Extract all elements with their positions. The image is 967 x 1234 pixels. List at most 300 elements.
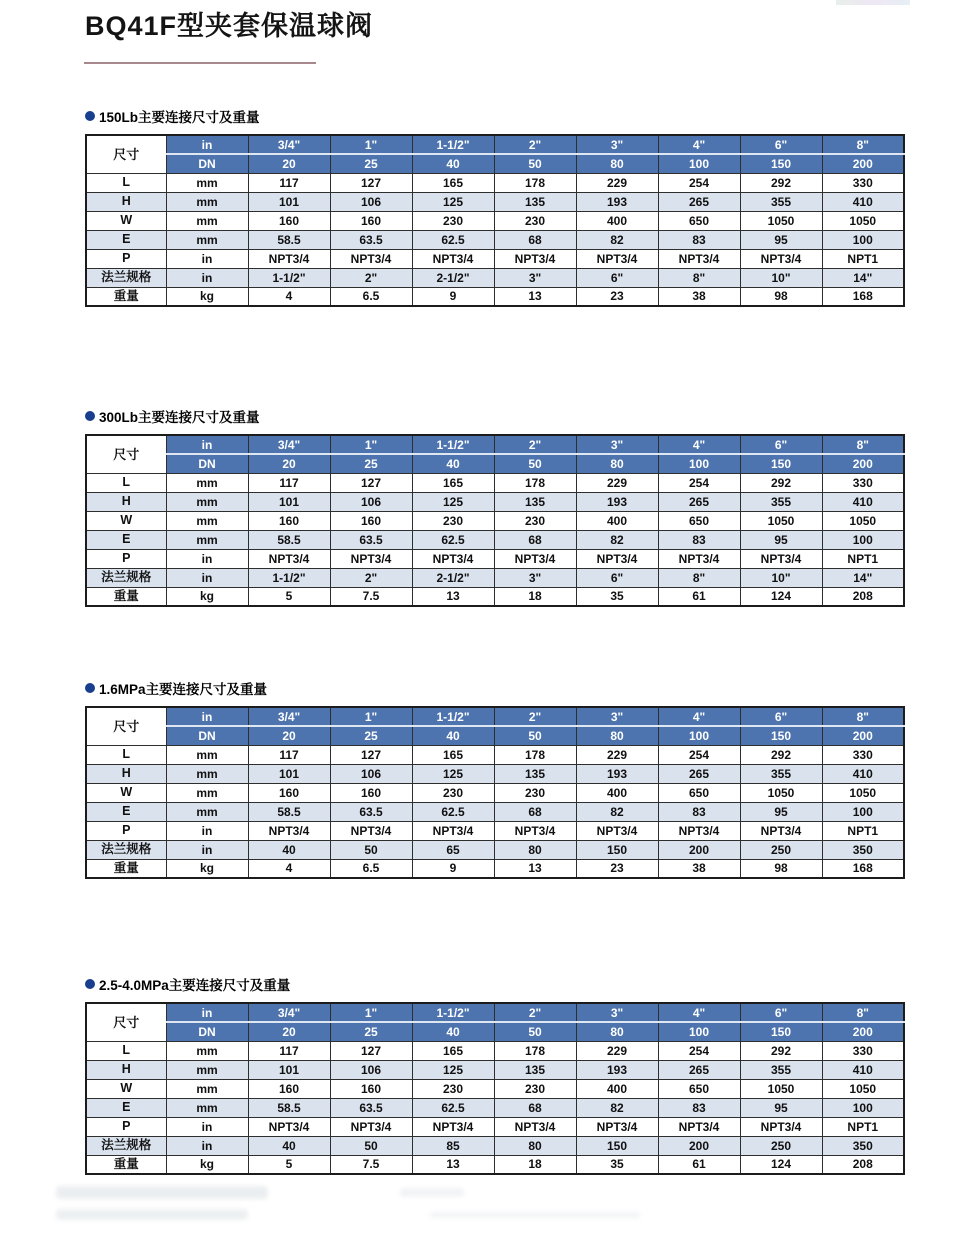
bullet-icon [85,683,95,693]
value-cell: 160 [330,211,412,230]
value-cell: NPT3/4 [494,821,576,840]
value-cell: 101 [248,1060,330,1079]
header-size-cell: 3" [576,707,658,726]
header-size-cell: 40 [412,454,494,473]
header-unit-cell: in [166,435,248,454]
value-cell: 14" [822,568,904,587]
value-cell: 125 [412,764,494,783]
value-cell: 83 [658,802,740,821]
table-row [86,192,904,211]
value-cell: 106 [330,492,412,511]
value-cell: 230 [494,783,576,802]
header-size-cell: 1-1/2" [412,707,494,726]
value-cell: 82 [576,802,658,821]
table-row [86,1117,904,1136]
value-cell: 106 [330,764,412,783]
value-cell: 5 [248,1155,330,1174]
value-cell: NPT3/4 [494,249,576,268]
row-label-cell: E [86,802,166,821]
size-corner-cell: 尺寸 [86,435,166,473]
header-size-cell: 3/4" [248,135,330,154]
value-cell: 1050 [740,211,822,230]
header-size-cell: 200 [822,1022,904,1041]
spec-table [85,706,905,879]
bullet-icon [85,979,95,989]
value-cell: 10" [740,268,822,287]
value-cell: 229 [576,173,658,192]
value-cell: 83 [658,1098,740,1117]
value-cell: 165 [412,173,494,192]
header-size-cell: 50 [494,454,576,473]
unit-cell: mm [166,1098,248,1117]
value-cell: 68 [494,530,576,549]
header-size-cell: 40 [412,154,494,173]
value-cell: 330 [822,473,904,492]
value-cell: 292 [740,745,822,764]
table-row [86,511,904,530]
value-cell: 62.5 [412,802,494,821]
value-cell: NPT3/4 [248,821,330,840]
value-cell: 23 [576,287,658,306]
size-corner-cell: 尺寸 [86,1003,166,1041]
header-size-cell: 8" [822,1003,904,1022]
value-cell: NPT1 [822,1117,904,1136]
value-cell: 1050 [822,511,904,530]
table-row [86,802,904,821]
header-size-cell: 40 [412,726,494,745]
value-cell: 38 [658,859,740,878]
header-size-cell: 3" [576,135,658,154]
value-cell: NPT3/4 [658,249,740,268]
unit-cell: in [166,821,248,840]
value-cell: 254 [658,745,740,764]
value-cell: 265 [658,492,740,511]
value-cell: 127 [330,473,412,492]
unit-cell: mm [166,492,248,511]
value-cell: 14" [822,268,904,287]
header-size-cell: 3/4" [248,1003,330,1022]
value-cell: 5 [248,587,330,606]
header-size-cell: 1-1/2" [412,135,494,154]
row-label-cell: P [86,1117,166,1136]
value-cell: 95 [740,530,822,549]
table-row [86,268,904,287]
row-label-cell: 法兰规格 [86,268,166,287]
value-cell: 6" [576,568,658,587]
unit-cell: in [166,549,248,568]
value-cell: 230 [494,1079,576,1098]
value-cell: NPT3/4 [740,1117,822,1136]
header-size-cell: 3/4" [248,707,330,726]
value-cell: 250 [740,840,822,859]
row-label-cell: W [86,211,166,230]
bullet-icon [85,411,95,421]
value-cell: 40 [248,1136,330,1155]
value-cell: 35 [576,587,658,606]
value-cell: 165 [412,473,494,492]
value-cell: 410 [822,192,904,211]
value-cell: 265 [658,764,740,783]
value-cell: 117 [248,1041,330,1060]
unit-cell: mm [166,173,248,192]
value-cell: 1050 [740,783,822,802]
value-cell: 85 [412,1136,494,1155]
section-heading [85,680,967,695]
value-cell: NPT3/4 [412,549,494,568]
value-cell: 355 [740,492,822,511]
header-size-cell: 1-1/2" [412,435,494,454]
value-cell: 61 [658,587,740,606]
header-size-cell: 8" [822,135,904,154]
header-size-cell: 20 [248,1022,330,1041]
value-cell: 135 [494,764,576,783]
value-cell: 3" [494,268,576,287]
header-size-cell: 8" [822,707,904,726]
header-unit-cell: in [166,135,248,154]
unit-cell: in [166,568,248,587]
value-cell: 82 [576,230,658,249]
value-cell: 2-1/2" [412,268,494,287]
value-cell: 40 [248,840,330,859]
value-cell: NPT3/4 [494,1117,576,1136]
value-cell: 50 [330,840,412,859]
value-cell: 254 [658,473,740,492]
header-size-cell: 200 [822,454,904,473]
header-unit-cell: DN [166,154,248,173]
header-size-cell: 150 [740,154,822,173]
value-cell: 650 [658,511,740,530]
value-cell: 650 [658,1079,740,1098]
value-cell: 650 [658,211,740,230]
section-heading [85,976,967,991]
value-cell: 193 [576,764,658,783]
value-cell: 117 [248,473,330,492]
unit-cell: mm [166,764,248,783]
header-size-cell: 150 [740,1022,822,1041]
value-cell: 7.5 [330,587,412,606]
header-size-cell: 25 [330,454,412,473]
value-cell: 83 [658,230,740,249]
value-cell: 160 [330,511,412,530]
value-cell: 125 [412,1060,494,1079]
header-size-cell: 150 [740,726,822,745]
header-size-cell: 25 [330,726,412,745]
value-cell: NPT3/4 [576,249,658,268]
value-cell: 125 [412,492,494,511]
value-cell: 95 [740,1098,822,1117]
section-title-text: 150Lb主要连接尺寸及重量 [99,109,260,125]
value-cell: NPT3/4 [658,549,740,568]
value-cell: 200 [658,840,740,859]
header-size-cell: 50 [494,1022,576,1041]
value-cell: NPT1 [822,249,904,268]
value-cell: 330 [822,1041,904,1060]
row-label-cell: 法兰规格 [86,1136,166,1155]
value-cell: 7.5 [330,1155,412,1174]
value-cell: 9 [412,287,494,306]
value-cell: 2" [330,268,412,287]
header-size-cell: 100 [658,454,740,473]
value-cell: 160 [330,783,412,802]
row-label-cell: E [86,1098,166,1117]
unit-cell: mm [166,473,248,492]
value-cell: 38 [658,287,740,306]
header-size-cell: 4" [658,135,740,154]
value-cell: 63.5 [330,530,412,549]
row-label-cell: L [86,473,166,492]
table-row [86,1060,904,1079]
header-size-cell: 80 [576,454,658,473]
value-cell: 127 [330,173,412,192]
value-cell: 292 [740,173,822,192]
header-size-cell: 200 [822,726,904,745]
section-heading [85,408,967,423]
header-size-cell: 2" [494,707,576,726]
value-cell: NPT3/4 [330,821,412,840]
row-label-cell: P [86,821,166,840]
header-size-cell: 4" [658,707,740,726]
unit-cell: mm [166,783,248,802]
value-cell: 80 [494,840,576,859]
value-cell: 410 [822,1060,904,1079]
value-cell: 6" [576,268,658,287]
scan-artifact-bottom [430,1212,640,1218]
table-row [86,821,904,840]
header-size-cell: 1" [330,135,412,154]
value-cell: NPT3/4 [658,821,740,840]
value-cell: 63.5 [330,802,412,821]
value-cell: 265 [658,1060,740,1079]
value-cell: NPT3/4 [740,821,822,840]
value-cell: 101 [248,492,330,511]
header-size-cell: 25 [330,154,412,173]
value-cell: 160 [330,1079,412,1098]
value-cell: 98 [740,859,822,878]
spec-section-1 [85,108,967,307]
value-cell: 193 [576,192,658,211]
value-cell: 68 [494,1098,576,1117]
table-row [86,840,904,859]
value-cell: 100 [822,802,904,821]
value-cell: 1050 [740,511,822,530]
value-cell: 200 [658,1136,740,1155]
header-size-cell: 150 [740,454,822,473]
value-cell: 165 [412,745,494,764]
value-cell: 61 [658,1155,740,1174]
value-cell: 208 [822,1155,904,1174]
value-cell: 83 [658,530,740,549]
value-cell: 178 [494,745,576,764]
table-row [86,211,904,230]
unit-cell: mm [166,192,248,211]
value-cell: 4 [248,287,330,306]
value-cell: 95 [740,802,822,821]
value-cell: 98 [740,287,822,306]
value-cell: 13 [494,859,576,878]
value-cell: 6.5 [330,859,412,878]
value-cell: 100 [822,230,904,249]
unit-cell: kg [166,587,248,606]
value-cell: 178 [494,1041,576,1060]
value-cell: 230 [494,511,576,530]
value-cell: NPT3/4 [330,249,412,268]
table-row [86,473,904,492]
table-row [86,530,904,549]
row-label-cell: L [86,173,166,192]
header-size-cell: 2" [494,135,576,154]
header-size-cell: 1" [330,707,412,726]
table-row [86,249,904,268]
table-row [86,764,904,783]
header-size-cell: 200 [822,154,904,173]
value-cell: 100 [822,1098,904,1117]
value-cell: NPT3/4 [412,249,494,268]
table-row [86,783,904,802]
value-cell: NPT3/4 [412,1117,494,1136]
header-size-cell: 20 [248,154,330,173]
value-cell: 124 [740,1155,822,1174]
value-cell: 254 [658,1041,740,1060]
header-size-cell: 25 [330,1022,412,1041]
row-label-cell: L [86,745,166,764]
row-label-cell: H [86,764,166,783]
table-row [86,859,904,878]
row-label-cell: H [86,492,166,511]
value-cell: 2" [330,568,412,587]
section-title-text: 300Lb主要连接尺寸及重量 [99,409,260,425]
bullet-icon [85,111,95,121]
header-size-cell: 8" [822,435,904,454]
spec-sections [0,108,967,1175]
value-cell: 193 [576,1060,658,1079]
value-cell: 101 [248,764,330,783]
section-heading [85,108,967,123]
value-cell: 8" [658,268,740,287]
value-cell: NPT3/4 [330,1117,412,1136]
unit-cell: mm [166,230,248,249]
value-cell: 160 [248,783,330,802]
value-cell: 410 [822,764,904,783]
value-cell: 330 [822,745,904,764]
header-size-cell: 20 [248,454,330,473]
value-cell: 62.5 [412,1098,494,1117]
value-cell: 330 [822,173,904,192]
value-cell: 135 [494,492,576,511]
value-cell: 160 [248,511,330,530]
value-cell: 13 [412,587,494,606]
row-label-cell: 重量 [86,859,166,878]
value-cell: 4 [248,859,330,878]
table-row [86,230,904,249]
value-cell: 168 [822,287,904,306]
header-size-cell: 6" [740,135,822,154]
header-size-cell: 80 [576,1022,658,1041]
value-cell: 10" [740,568,822,587]
page-title: BQ41F型夹套保温球阀 [85,11,374,41]
value-cell: 292 [740,473,822,492]
row-label-cell: W [86,783,166,802]
value-cell: 168 [822,859,904,878]
value-cell: 230 [412,783,494,802]
value-cell: 160 [248,1079,330,1098]
value-cell: NPT3/4 [576,1117,658,1136]
row-label-cell: 法兰规格 [86,840,166,859]
header-size-cell: 6" [740,707,822,726]
header-size-cell: 1" [330,1003,412,1022]
row-label-cell: W [86,1079,166,1098]
value-cell: 229 [576,1041,658,1060]
value-cell: 58.5 [248,530,330,549]
value-cell: 127 [330,1041,412,1060]
title-divider [84,62,316,64]
table-row [86,1136,904,1155]
header-unit-cell: DN [166,1022,248,1041]
value-cell: NPT3/4 [248,1117,330,1136]
header-size-cell: 100 [658,154,740,173]
header-size-cell: 6" [740,435,822,454]
value-cell: 350 [822,1136,904,1155]
value-cell: NPT3/4 [576,549,658,568]
value-cell: 124 [740,587,822,606]
header-size-cell: 2" [494,1003,576,1022]
value-cell: 410 [822,492,904,511]
value-cell: 117 [248,173,330,192]
value-cell: 63.5 [330,230,412,249]
header-size-cell: 100 [658,1022,740,1041]
header-size-cell: 1-1/2" [412,1003,494,1022]
unit-cell: mm [166,511,248,530]
value-cell: 229 [576,473,658,492]
unit-cell: mm [166,530,248,549]
value-cell: 230 [494,211,576,230]
value-cell: 1-1/2" [248,568,330,587]
row-label-cell: 法兰规格 [86,568,166,587]
value-cell: NPT3/4 [330,549,412,568]
value-cell: 127 [330,745,412,764]
unit-cell: in [166,1136,248,1155]
value-cell: 1050 [740,1079,822,1098]
table-row [86,587,904,606]
header-size-cell: 40 [412,1022,494,1041]
unit-cell: in [166,268,248,287]
value-cell: 63.5 [330,1098,412,1117]
value-cell: NPT3/4 [740,549,822,568]
value-cell: 2-1/2" [412,568,494,587]
value-cell: NPT3/4 [658,1117,740,1136]
table-row [86,549,904,568]
value-cell: 230 [412,1079,494,1098]
value-cell: 208 [822,587,904,606]
size-corner-cell: 尺寸 [86,707,166,745]
unit-cell: mm [166,1041,248,1060]
value-cell: 68 [494,230,576,249]
unit-cell: mm [166,1060,248,1079]
value-cell: 95 [740,230,822,249]
header-size-cell: 80 [576,154,658,173]
row-label-cell: L [86,1041,166,1060]
value-cell: 265 [658,192,740,211]
value-cell: 230 [412,211,494,230]
header-size-cell: 50 [494,154,576,173]
table-row [86,1098,904,1117]
value-cell: 35 [576,1155,658,1174]
unit-cell: in [166,840,248,859]
unit-cell: mm [166,745,248,764]
value-cell: 6.5 [330,287,412,306]
value-cell: 355 [740,192,822,211]
row-label-cell: E [86,530,166,549]
size-corner-cell: 尺寸 [86,135,166,173]
